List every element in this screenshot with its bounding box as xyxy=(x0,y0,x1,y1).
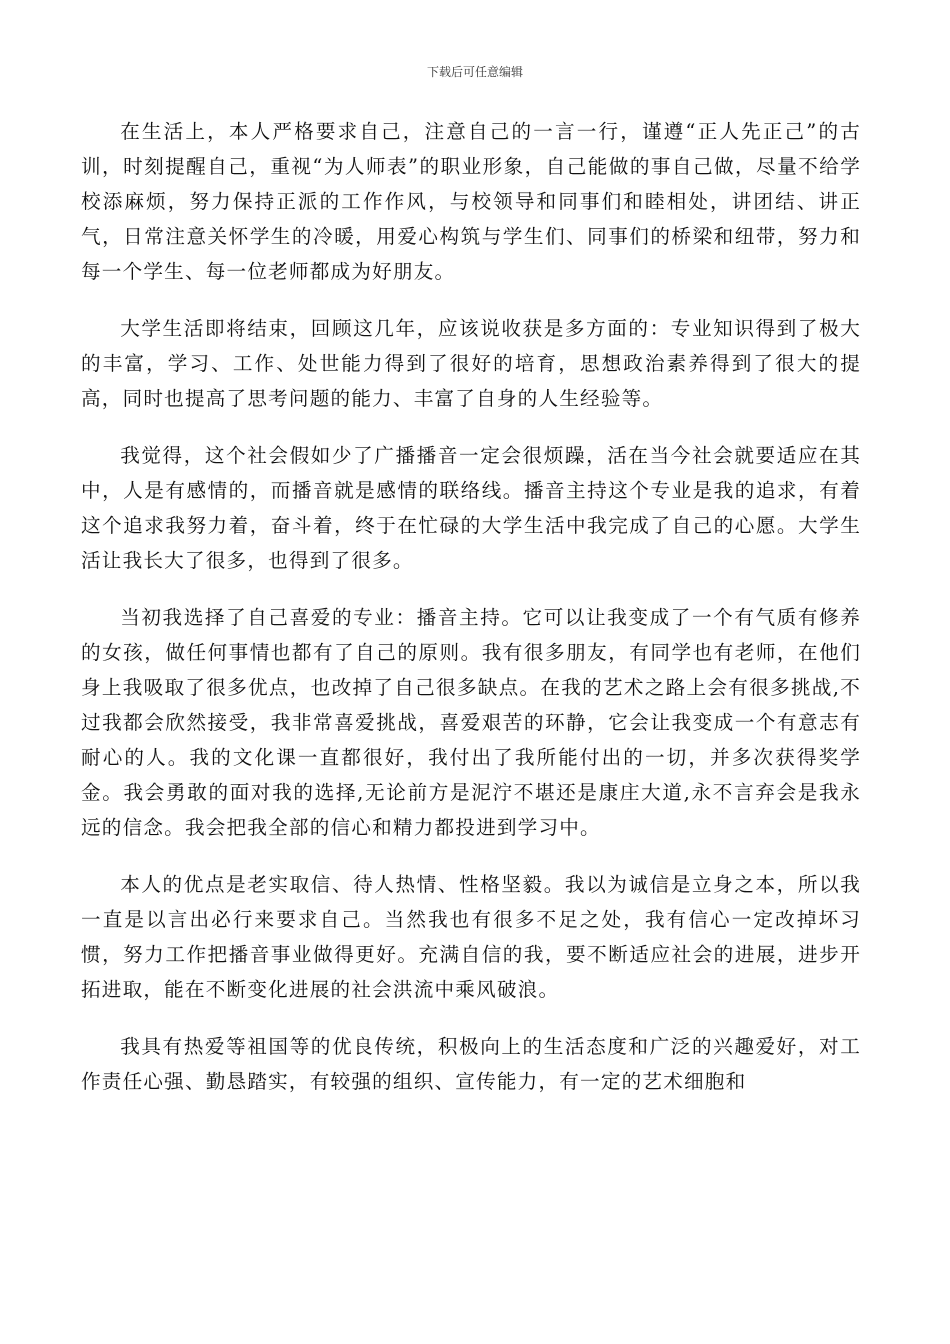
page-header: 下载后可任意编辑 xyxy=(426,65,523,79)
paragraph-traditions: 我具有热爱等祖国等的优良传统，积极向上的生活态度和广泛的兴趣爱好，对工作责任心强、勤恳踏实，有较强的组织、宣传能力，有一定的艺术细胞和 xyxy=(81,1035,861,1093)
paragraph-major-choice: 当初我选择了自己喜爱的专业：播音主持。它可以让我变成了一个有气质有修养的女孩，做任何事情也都有了自己的原则。我有很多朋友，有同学也有老师，在他们身上我吸取了很多优点，也改掉了自己很多缺点。在我的艺术之路上会有很多挑战,不过我都会欣然接受，我非常喜爱挑战，喜爱艰苦的环静，它会让我变成一个有意志有耐心的人。我的文化课一直都很好，我付出了我所能付出的一切，并多次获得奖学金。我会勇敢的面对我的选择,无论前方是泥泞不堪还是康庄大道,永不言弃会是我永远的信念。我会把我全部的信心和精力都投进到学习中。 xyxy=(81,606,861,839)
paragraph-broadcasting-pursuit: 我觉得，这个社会假如少了广播播音一定会很烦躁，活在当今社会就要适应在其中，人是有感情的，而播音就是感情的联络线。播音主持这个专业是我的追求，有着这个追求我努力着，奋斗着，终于在忙碌的大学生活中我完成了自己的心愿。大学生活让我长大了很多，也得到了很多。 xyxy=(81,444,861,572)
paragraph-strengths: 本人的优点是老实取信、待人热情、性格坚毅。我以为诚信是立身之本，所以我一直是以言出必行来要求自己。当然我也有很多不足之处，我有信心一定改掉坏习惯，努力工作把播音事业做得更好。充满自信的我，要不断适应社会的进展，进步开拓进取，能在不断变化进展的社会洪流中乘风破浪。 xyxy=(81,873,861,1001)
paragraph-university-review: 大学生活即将结束，回顾这几年，应该说收获是多方面的：专业知识得到了极大的丰富，学习、工作、处世能力得到了很好的培育，思想政治素养得到了很大的提高，同时也提高了思考问题的能力、丰富了自身的人生经验等。 xyxy=(81,317,861,410)
paragraph-life-conduct: 在生活上，本人严格要求自己，注意自己的一言一行，谨遵“正人先正己”的古训，时刻提醒自己，重视“为人师表”的职业形象，自己能做的事自己做，尽量不给学校添麻烦，努力保持正派的工作作风，与校领导和同事们和睦相处，讲团结、讲正气，日常注意关怀学生的冷暖，用爱心构筑与学生们、同事们的桥梁和纽带，努力和每一个学生、每一位老师都成为好朋友。 xyxy=(81,120,861,283)
document-body xyxy=(81,114,861,1121)
